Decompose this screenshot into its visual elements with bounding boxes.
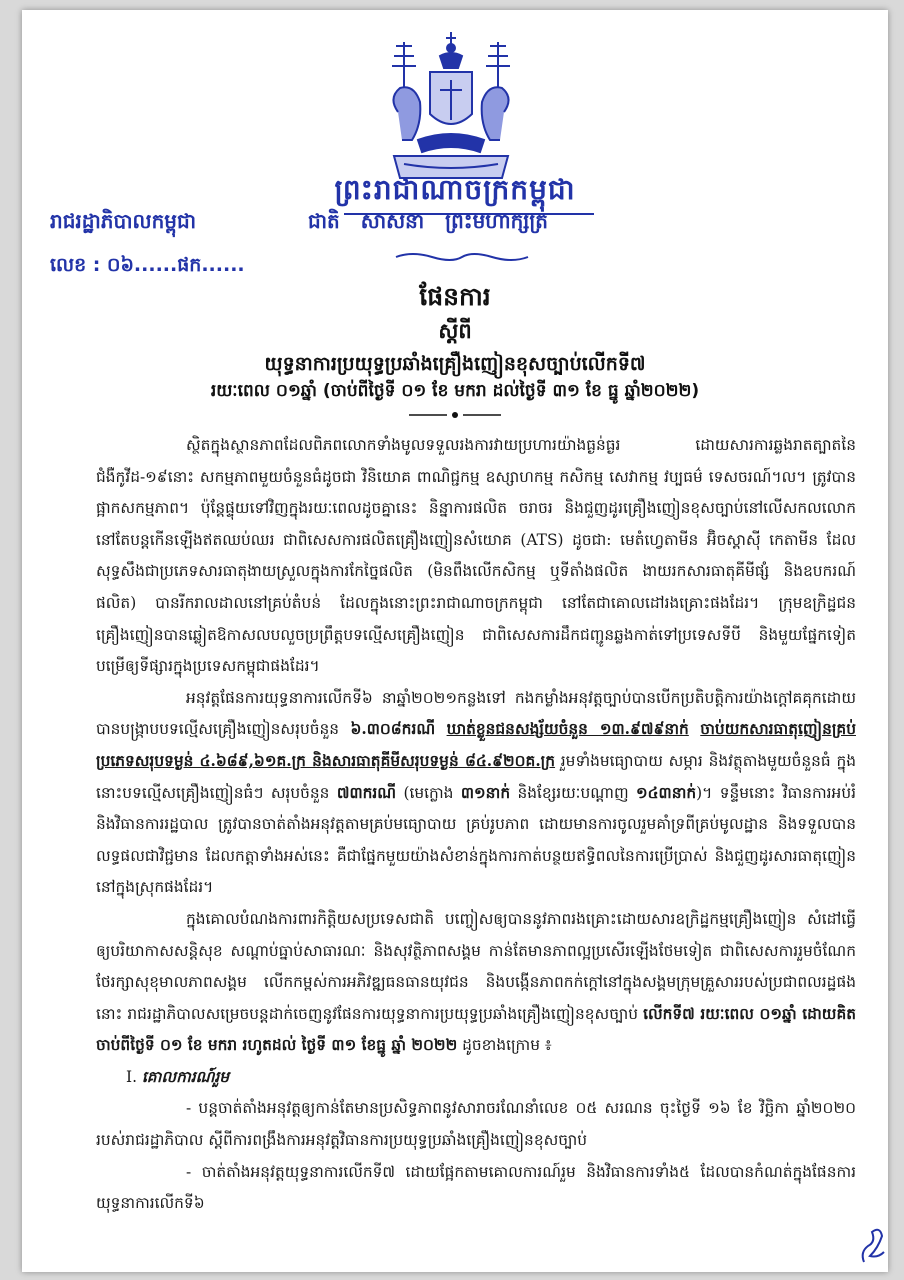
title-ornament-icon [407,410,503,420]
paragraph-objective: ក្នុងគោលបំណងការពារកិត្តិយសប្រទេសជាតិ បញ្ចៀសឲ្យបាននូវភាពរងគ្រោះដោយសារឧក្រិដ្ឋកម្មគ្រឿងញៀន សំដៅធ្វើឲ្យបរិយាកាសសន្តិសុខ សណ្តាប់ធ្នាប់សាធារណៈ និងសុវត្ថិភាពសង្គម កាន់តែមានភាពល្អប្រសើរឡើងថែមទៀត ជាពិសេសការរួមចំណែកថែរក្សាសុខុមាលភាពសង្គម លើកកម្ពស់ការអភិវឌ្ឍធនធានយុវជន និងបង្កើនភាពកក់ក្ដៅនៅក្នុងសង្គមក្រុមគ្រួសាររបស់ប្រជាពលរដ្ឋផងនោះ រាជរដ្ឋាភិបាលសម្រេចបន្តដាក់ចេញនូវផែនការយុទ្ធនាការប្រយុទ្ធប្រឆាំងគ្រឿងញៀនខុសច្បាប់ លើកទី៧ រយៈពេល ០១ឆ្នាំ ដោយគិតចាប់ពីថ្ងៃទី ០១ ខែ មករា រហូតដល់ ថ្ងៃទី ៣១ ខែធ្នូ ឆ្នាំ ២០២២ ដូចខាងក្រោម ៖ [96,909,856,1055]
government-label: រាជរដ្ឋាភិបាលកម្ពុជា [50,209,196,233]
royal-crest-icon [374,28,528,188]
reference-number: លេខ : ០៦......ផក...... [50,254,245,276]
paragraph-context: ស្ថិតក្នុងស្ថានភាពដែលពិភពលោកទាំងមូលទទួលរងការវាយប្រហារយ៉ាងធ្ងន់ធ្ងរ ដោយសារការឆ្លងរាតត្បាតនៃជំងឺកូវីដ-១៩នោះ សកម្មភាពមួយចំនួនធំដូចជា វិនិយោគ ពាណិជ្ជកម្ម ឧស្សាហកម្ម កសិកម្ម សេវាកម្ម វប្បធម៌ ទេសចរណ៍។ល។ ត្រូវបានផ្អាកសកម្មភាព។ ប៉ុន្តែផ្ទុយទៅវិញក្នុងរយៈពេលដូចគ្នានេះ និន្នាការផលិត ចរាចរ និងជួញដូរគ្រឿងញៀនខុសច្បាប់នៅលើសកលលោក នៅតែបន្តកើនឡើងឥតឈប់ឈរ ជាពិសេសការផលិតគ្រឿងញៀនសំយោគ (ATS) ដូចជា: មេតំហ្វេតាមីន អ៊ិចស្តាស៊ី កេតាមីន ដែលសុទ្ធសឹងជាប្រភេទសារធាតុងាយស្រួលក្នុងការកែច្នៃផលិត (មិនពឹងលើកសិកម្ម ឬទីតាំងផលិត ងាយរកសារធាតុគីមីផ្សំ និងឧបករណ៍ផលិត) បានរីករាលដាលនៅគ្រប់តំបន់ ដែលក្នុងនោះព្រះរាជាណាចក្រកម្ពុជា នៅតែជាគោលដៅរងគ្រោះផងដែរ។ ក្រុមឧក្រិដ្ឋជនគ្រឿងញៀនបានឆ្លៀតឱកាសលបលួចប្រព្រឹត្តបទល្មើសគ្រឿងញៀន ជាពិសេសការដឹកជញ្ជូនឆ្លងកាត់ទៅប្រទេសទីបី និងមួយផ្នែកទៀតបម្រើឲ្យទីផ្សារក្នុងប្រទេសកម្ពុជាផងដែរ។ [96,436,856,676]
bullet-item: - ចាត់តាំងអនុវត្តយុទ្ធនាការលើកទី៧ ដោយផ្អែកតាមគោលការណ៍រួម និងវិធានការទាំង៥ ដែលបានកំណត់ក្នុងផែនការយុទ្ធនាការលើកទី៦ [96,1162,856,1213]
plan-title: ផែនការ [419,282,491,311]
plan-subject: យុទ្ធនាការប្រយុទ្ធប្រឆាំងគ្រឿងញៀនខុសច្បាប់លើកទី៧ [264,353,646,375]
document-body [96,430,856,1220]
national-motto: ជាតិ សាសនា ព្រះមហាក្សត្រ [308,209,548,233]
plan-duration: រយៈពេល ០១ឆ្នាំ (ចាប់ពីថ្ងៃទី ០១ ខែ មករា ដល់ថ្ងៃទី ៣១ ខែ ធ្នូ ឆ្នាំ២០២២) [210,381,700,401]
kingdom-heading: ព្រះរាជាណាចក្រកម្ពុជា [334,173,576,206]
document-sheet [22,10,888,1272]
initials-signature-icon [858,1222,886,1266]
bullet-item: - បន្តចាត់តាំងអនុវត្តឲ្យកាន់តែមានប្រសិទ្ធភាពនូវសារាចរណែនាំលេខ ០៥ សរណន ចុះថ្ងៃទី ១៦ ខែ វិច្ឆិកា ឆ្នាំ២០២០ របស់រាជរដ្ឋាភិបាល ស្ដីពីការពង្រឹងការអនុវត្តវិធានការប្រយុទ្ធប្រឆាំងគ្រឿងញៀនខុសច្បាប់ [96,1099,856,1150]
plan-subject-label: ស្ដីពី [438,319,472,343]
motto-ornament-icon [392,250,532,264]
paragraph-results: អនុវត្តផែនការយុទ្ធនាការលើកទី៦ នាឆ្នាំ២០២១កន្លងទៅ កងកម្លាំងអនុវត្តច្បាប់បានបើកប្រតិបត្តិការយ៉ាងក្តៅគគុកដោយបានបង្ក្រាបបទល្មើសគ្រឿងញៀនសរុបចំនួន ៦.៣០៨ករណី ឃាត់ខ្លួនជនសង្ស័យចំនួន ១៣.៩៧៩នាក់ ចាប់យកសារធាតុញៀនគ្រប់ប្រភេទសរុបទម្ងន់ ៤.៦៨៩,៦១គ.ក្រ និងសារធាតុគីមីសរុបទម្ងន់ ៨៤.៩២០គ.ក្រ រួមទាំងមធ្យោបាយ សម្ភារ និងវត្ថុតាងមួយចំនួនធំ ក្នុងនោះបទល្មើសគ្រឿងញៀនធំៗ សរុបចំនួន ៧៣ករណី (មេក្លោង ៣១នាក់ និងខ្សែរយៈបណ្តាញ ១៤៣នាក់)។ ទន្ទឹមនោះ វិធានការអប់រំ និងវិធានការរដ្ឋបាល ត្រូវបានចាត់តាំងអនុវត្តតាមគ្រប់មធ្យោបាយ គ្រប់រូបភាព ដោយមានការចូលរួមគាំទ្រពីគ្រប់មូលដ្ឋាន និងទទួលបានលទ្ធផលជាវិជ្ជមាន ដែលកត្តាទាំងអស់នេះ គឺជាផ្នែកមួយយ៉ាងសំខាន់ក្នុងការកាត់បន្ថយឥទ្ធិពលនៃការប្រើប្រាស់ និងជួញដូរសារធាតុញៀននៅក្នុងស្រុកផងដែរ។ [96,688,856,897]
section-heading: I. គោលការណ៍រួម [126,1067,230,1086]
